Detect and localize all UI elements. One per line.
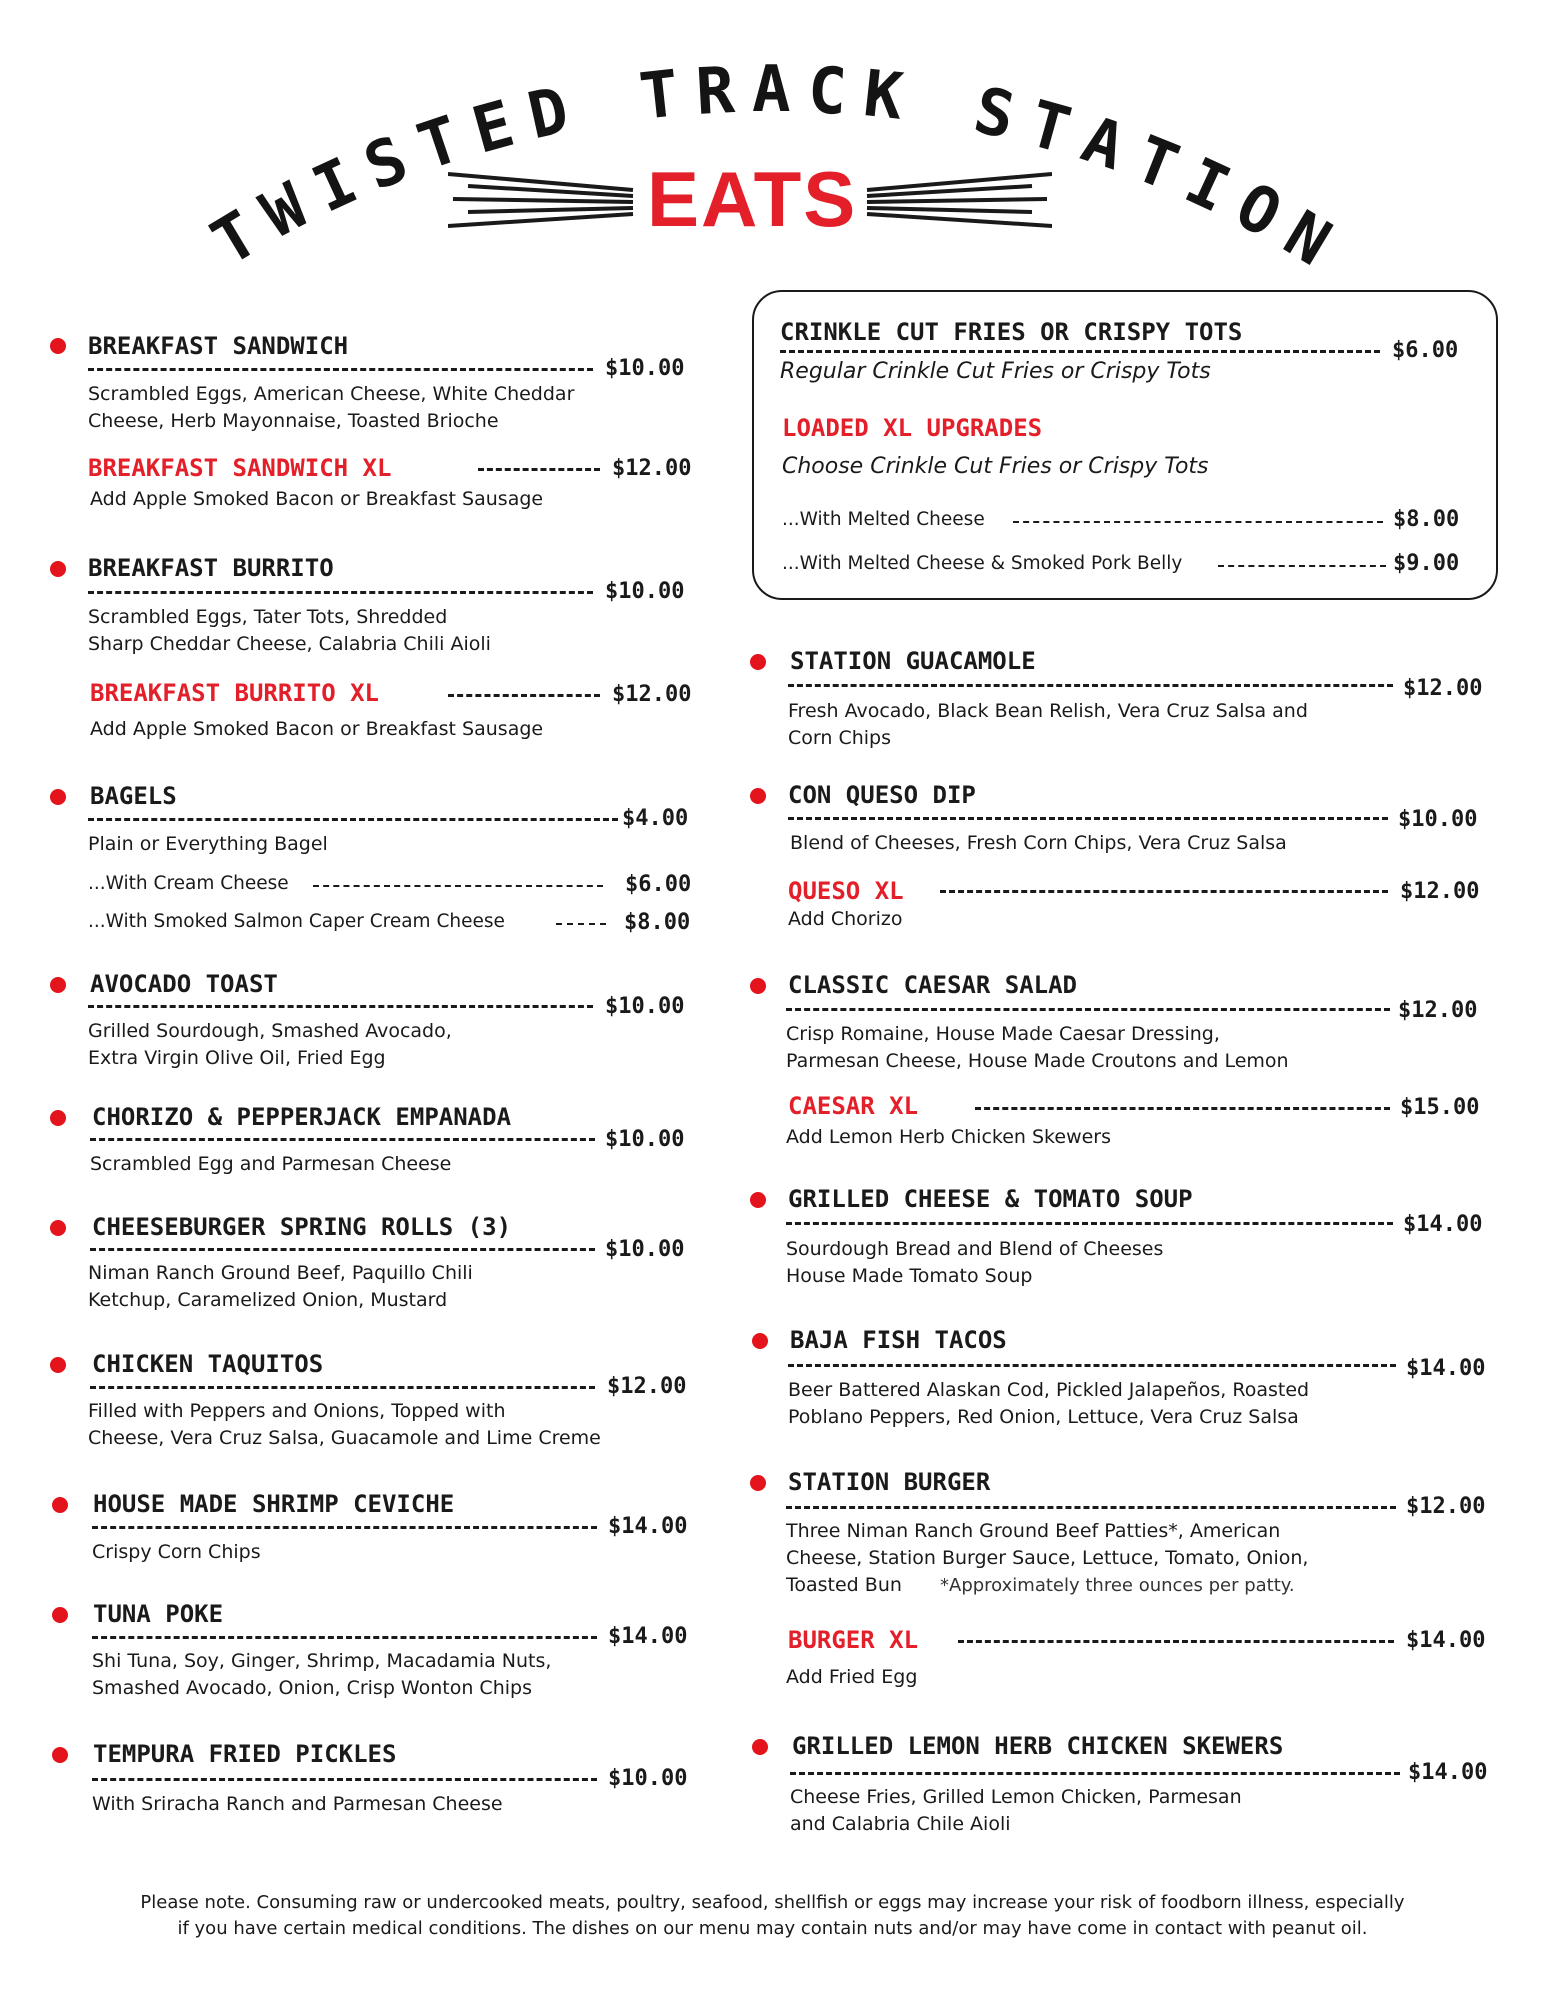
bullet-icon	[50, 338, 66, 354]
item-description: Add Fried Egg	[786, 1666, 918, 1688]
bullet-icon	[52, 1497, 68, 1513]
item-name: STATION BURGER	[788, 1468, 991, 1496]
title-letter: T	[409, 103, 470, 186]
option-price: $6.00	[625, 872, 692, 897]
bullet-icon	[50, 977, 66, 993]
item-name: QUESO XL	[788, 877, 904, 905]
item-name: CON QUESO DIP	[788, 781, 976, 809]
title-letter: R	[693, 53, 737, 130]
item-description: House Made Tomato Soup	[786, 1265, 1033, 1287]
item-name: CRINKLE CUT FRIES OR CRISPY TOTS	[780, 318, 1243, 346]
item-name: TEMPURA FRIED PICKLES	[93, 1740, 397, 1768]
bullet-icon	[50, 1357, 66, 1373]
price-leader	[448, 694, 600, 697]
price-leader	[790, 1772, 1400, 1775]
price-leader	[313, 885, 603, 887]
price-leader	[788, 684, 1393, 687]
item-name: CLASSIC CAESAR SALAD	[788, 971, 1077, 999]
item-description: Three Niman Ranch Ground Beef Patties*, American	[786, 1520, 1281, 1542]
item-name: BAJA FISH TACOS	[790, 1326, 1007, 1354]
item-price: $14.00	[1406, 1628, 1486, 1653]
bullet-icon	[752, 1333, 768, 1349]
bullet-icon	[50, 789, 66, 805]
bullet-icon	[52, 1607, 68, 1623]
disclaimer-line: if you have certain medical conditions. The dishes on our menu may contain nuts and/or may have come in contact with peanut oil.	[177, 1918, 1368, 1939]
price-leader	[940, 890, 1388, 893]
item-description: Smashed Avocado, Onion, Crisp Wonton Chips	[92, 1677, 532, 1699]
item-description: Niman Ranch Ground Beef, Paquillo Chili	[88, 1262, 473, 1284]
bullet-icon	[750, 788, 766, 804]
title-letter: S	[967, 73, 1022, 155]
item-price: $10.00	[605, 1237, 685, 1262]
patty-footnote: *Approximately three ounces per patty.	[940, 1575, 1295, 1596]
option-label: ...With Melted Cheese & Smoked Pork Belly	[782, 553, 1183, 574]
price-leader	[88, 818, 618, 821]
item-price: $12.00	[607, 1374, 687, 1399]
item-name: HOUSE MADE SHRIMP CEVICHE	[93, 1490, 455, 1518]
item-price: $14.00	[1406, 1356, 1486, 1381]
item-name: GRILLED CHEESE & TOMATO SOUP	[788, 1185, 1193, 1213]
item-description: Shi Tuna, Soy, Ginger, Shrimp, Macadamia Nuts,	[92, 1650, 552, 1672]
bullet-icon	[752, 1739, 768, 1755]
item-price: $6.00	[1392, 338, 1459, 363]
item-description: Blend of Cheeses, Fresh Corn Chips, Vera Cruz Salsa	[790, 832, 1287, 854]
item-name: BREAKFAST BURRITO	[88, 554, 334, 582]
title-letter: C	[806, 53, 849, 130]
item-description: Plain or Everything Bagel	[88, 833, 328, 855]
item-description: Sourdough Bread and Blend of Cheeses	[786, 1238, 1164, 1260]
option-price: $8.00	[1393, 507, 1460, 532]
item-price: $14.00	[608, 1624, 688, 1649]
title-letter: T	[1124, 122, 1188, 206]
item-price: $15.00	[1400, 1095, 1480, 1120]
item-description: Grilled Sourdough, Smashed Avocado,	[88, 1020, 452, 1042]
item-description: Regular Crinkle Cut Fries or Crispy Tots	[780, 359, 1211, 384]
item-description: Toasted Bun	[786, 1574, 902, 1596]
item-price: $10.00	[605, 356, 685, 381]
item-price: $14.00	[608, 1514, 688, 1539]
item-name: CHEESEBURGER SPRING ROLLS (3)	[92, 1213, 512, 1241]
item-name: LOADED XL UPGRADES	[782, 414, 1043, 442]
title-letter: N	[1271, 196, 1343, 281]
option-label: ...With Cream Cheese	[88, 873, 289, 894]
price-leader	[88, 368, 593, 371]
item-price: $12.00	[612, 682, 692, 707]
item-description: Poblano Peppers, Red Onion, Lettuce, Vera Cruz Salsa	[788, 1406, 1299, 1428]
item-description: Crispy Corn Chips	[92, 1541, 261, 1563]
title-letter: T	[200, 196, 272, 281]
item-description: Fresh Avocado, Black Bean Relish, Vera Cruz Salsa and	[788, 700, 1308, 722]
item-name: BREAKFAST SANDWICH XL	[88, 454, 392, 482]
price-leader	[788, 817, 1388, 820]
item-name: CAESAR XL	[788, 1092, 919, 1120]
title-letter: T	[1020, 87, 1078, 169]
option-price: $8.00	[624, 910, 691, 935]
price-leader	[780, 350, 1380, 353]
item-price: $12.00	[1400, 879, 1480, 904]
item-price: $12.00	[1398, 998, 1478, 1023]
item-description: Parmesan Cheese, House Made Croutons and Lemon	[786, 1050, 1289, 1072]
price-leader	[1218, 565, 1386, 567]
eats-subtitle: EATS	[647, 155, 858, 243]
title-letter: S	[355, 122, 419, 206]
price-leader	[92, 1778, 597, 1781]
item-name: BAGELS	[90, 782, 177, 810]
price-leader	[88, 1005, 593, 1008]
item-description: Crisp Romaine, House Made Caesar Dressing,	[786, 1023, 1220, 1045]
price-leader	[478, 468, 600, 471]
item-name: TUNA POKE	[93, 1600, 224, 1628]
item-description: Add Lemon Herb Chicken Skewers	[786, 1126, 1112, 1148]
item-description: Scrambled Eggs, American Cheese, White Cheddar	[88, 383, 575, 405]
item-description: Scrambled Egg and Parmesan Cheese	[90, 1153, 452, 1175]
item-description: Corn Chips	[788, 727, 891, 749]
title-letter: W	[250, 169, 319, 253]
price-leader	[786, 1506, 1396, 1509]
item-description: Sharp Cheddar Cheese, Calabria Chili Aioli	[88, 633, 491, 655]
title-letter: I	[302, 144, 369, 228]
item-price: $12.00	[612, 456, 692, 481]
item-description: and Calabria Chile Aioli	[790, 1813, 1011, 1835]
item-name: CHICKEN TAQUITOS	[92, 1350, 324, 1378]
item-description: Ketchup, Caramelized Onion, Mustard	[88, 1289, 448, 1311]
item-description: Add Apple Smoked Bacon or Breakfast Sausage	[90, 488, 544, 510]
price-leader	[788, 1364, 1396, 1367]
item-description: Cheese, Herb Mayonnaise, Toasted Brioche	[88, 410, 499, 432]
item-description: Choose Crinkle Cut Fries or Crispy Tots	[782, 454, 1209, 479]
item-description: Cheese, Vera Cruz Salsa, Guacamole and Lime Creme	[88, 1427, 601, 1449]
price-leader	[92, 1526, 597, 1529]
item-name: BREAKFAST SANDWICH	[88, 332, 349, 360]
title-letter: A	[1072, 103, 1134, 186]
right-speed-lines-icon	[862, 166, 1052, 236]
item-description: Beer Battered Alaskan Cod, Pickled Jalapeños, Roasted	[788, 1379, 1310, 1401]
bullet-icon	[750, 1192, 766, 1208]
price-leader	[556, 923, 606, 925]
title-letter: O	[1223, 169, 1293, 253]
option-price: $9.00	[1393, 551, 1460, 576]
price-leader	[90, 1248, 595, 1251]
bullet-icon	[52, 1747, 68, 1763]
item-description: Add Apple Smoked Bacon or Breakfast Sausage	[90, 718, 544, 740]
allergy-disclaimer	[40, 1890, 1505, 1942]
price-leader	[1013, 521, 1383, 523]
title-letter: I	[1174, 144, 1241, 228]
item-name: AVOCADO TOAST	[90, 970, 278, 998]
item-price: $4.00	[622, 806, 689, 831]
left-speed-lines-icon	[448, 166, 638, 236]
item-price: $14.00	[1403, 1212, 1483, 1237]
bullet-icon	[50, 1110, 66, 1126]
bullet-icon	[750, 654, 766, 670]
price-leader	[786, 1008, 1390, 1011]
title-letter: K	[860, 57, 907, 135]
item-description: Filled with Peppers and Onions, Topped with	[88, 1400, 506, 1422]
item-name: CHORIZO & PEPPERJACK EMPANADA	[92, 1103, 512, 1131]
item-name: STATION GUACAMOLE	[790, 647, 1036, 675]
item-price: $10.00	[605, 994, 685, 1019]
disclaimer-line: Please note. Consuming raw or undercooked meats, poultry, seafood, shellfish or eggs may increase your risk of foodborn illness, especially	[140, 1892, 1405, 1913]
item-description: Cheese, Station Burger Sauce, Lettuce, Tomato, Onion,	[786, 1547, 1309, 1569]
item-price: $10.00	[605, 1127, 685, 1152]
option-label: ...With Melted Cheese	[782, 509, 985, 530]
item-description: Scrambled Eggs, Tater Tots, Shredded	[88, 606, 448, 628]
price-leader	[90, 1138, 595, 1141]
price-leader	[90, 1386, 595, 1389]
item-price: $12.00	[1406, 1494, 1486, 1519]
title-letter: D	[521, 73, 575, 155]
price-leader	[88, 591, 593, 594]
price-leader	[786, 1222, 1393, 1225]
price-leader	[958, 1640, 1394, 1643]
title-letter: E	[464, 87, 522, 169]
item-description: With Sriracha Ranch and Parmesan Cheese	[92, 1793, 503, 1815]
title-letter: T	[635, 57, 683, 135]
bullet-icon	[50, 561, 66, 577]
item-name: BREAKFAST BURRITO XL	[90, 679, 379, 707]
item-price: $12.00	[1403, 676, 1483, 701]
bullet-icon	[750, 1475, 766, 1491]
title-letter: A	[752, 53, 791, 127]
bullet-icon	[50, 1220, 66, 1236]
item-price: $14.00	[1408, 1760, 1488, 1785]
item-description: Cheese Fries, Grilled Lemon Chicken, Parmesan	[790, 1786, 1242, 1808]
price-leader	[975, 1107, 1390, 1110]
item-description: Add Chorizo	[788, 908, 903, 930]
item-price: $10.00	[1398, 807, 1478, 832]
item-price: $10.00	[605, 579, 685, 604]
item-name: BURGER XL	[788, 1626, 919, 1654]
bullet-icon	[750, 978, 766, 994]
item-description: Extra Virgin Olive Oil, Fried Egg	[88, 1047, 386, 1069]
item-name: GRILLED LEMON HERB CHICKEN SKEWERS	[792, 1732, 1284, 1760]
item-price: $10.00	[608, 1766, 688, 1791]
option-label: ...With Smoked Salmon Caper Cream Cheese	[88, 911, 505, 932]
price-leader	[92, 1636, 597, 1639]
